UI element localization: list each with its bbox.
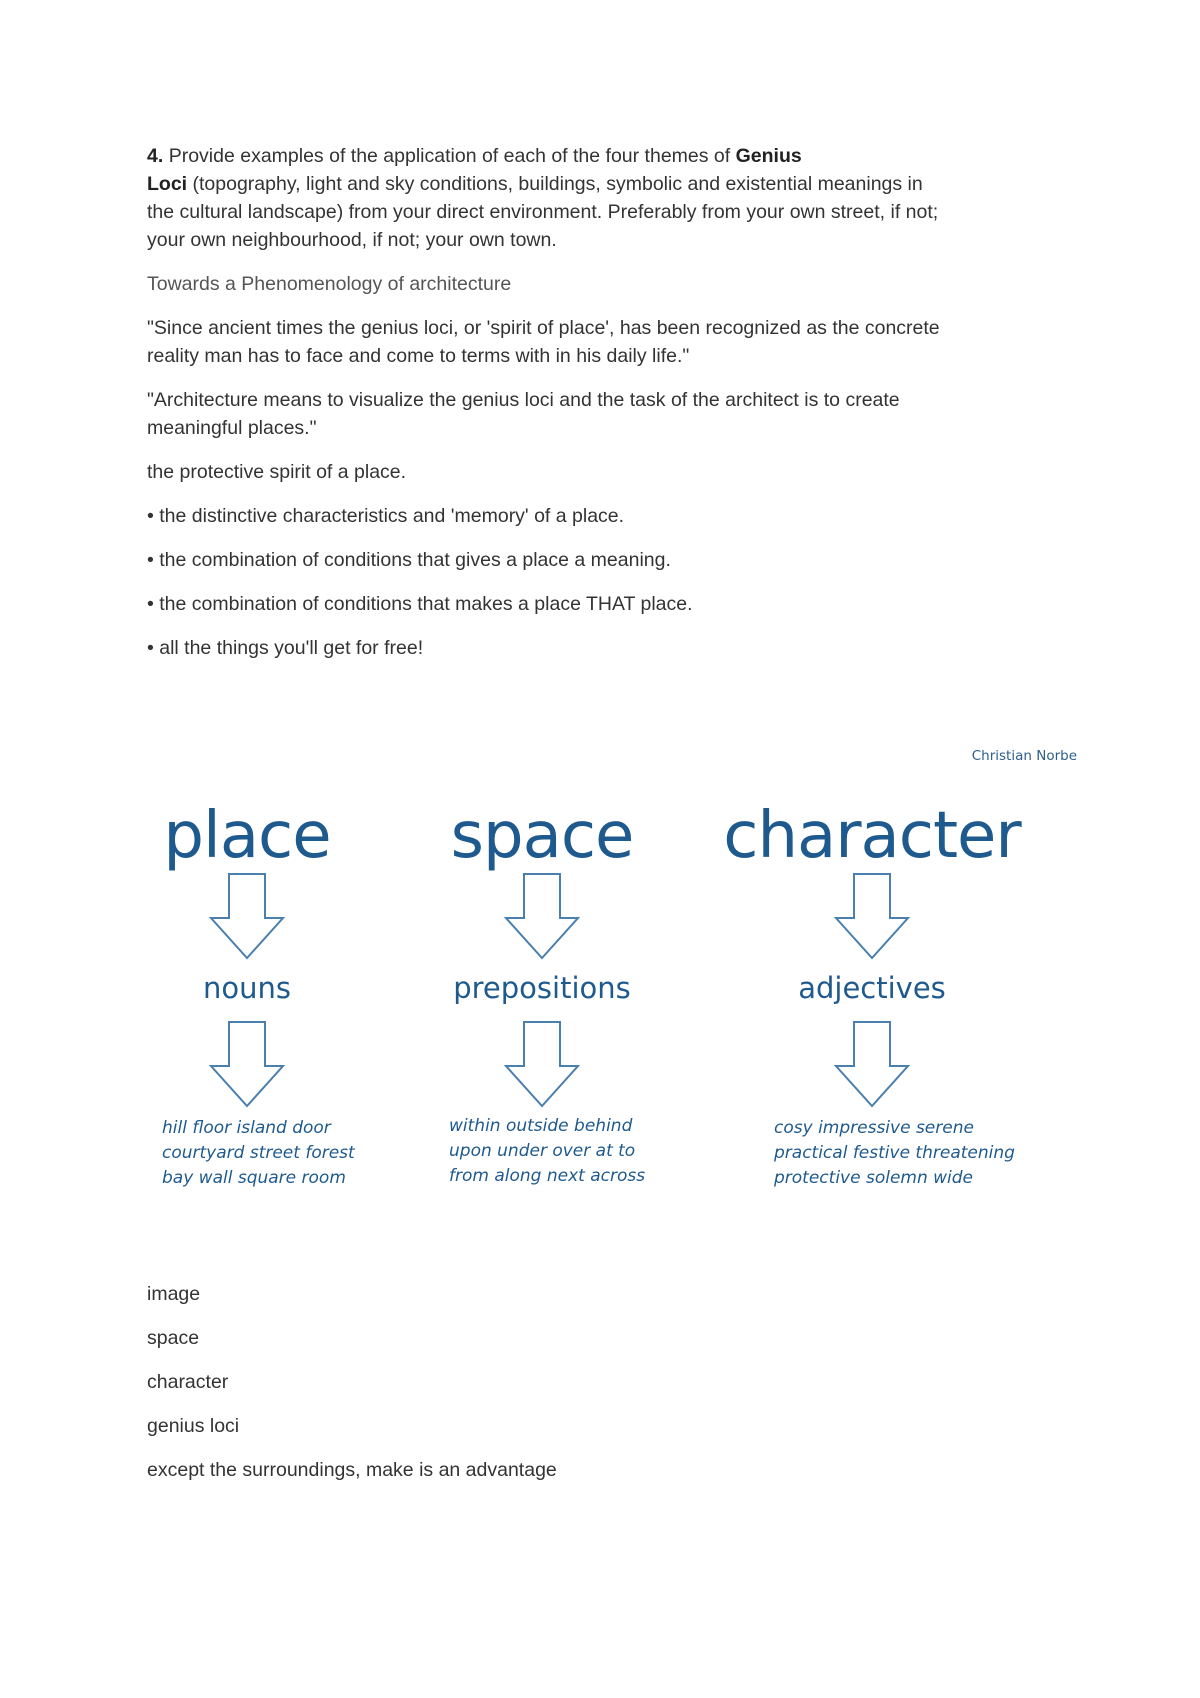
- word-line: upon under over at to: [449, 1141, 636, 1161]
- bullet-item: • the combination of conditions that gives a place a meaning.: [147, 549, 671, 571]
- lower-list: [147, 1280, 1067, 1500]
- document-body: [147, 142, 1067, 678]
- quote-2-line1: "Architecture means to visualize the genius loci and the task of the architect is to create: [147, 389, 900, 411]
- word-line: cosy impressive serene: [774, 1118, 974, 1138]
- bullet-item: • the combination of conditions that makes a place THAT place.: [147, 593, 693, 615]
- column-word-list: [437, 1114, 647, 1189]
- question-text-line2: (topography, light and sky conditions, buildings, symbolic and existential meanings in: [192, 173, 923, 195]
- word-line: bay wall square room: [162, 1168, 346, 1188]
- list-item: genius loci: [147, 1415, 240, 1437]
- word-line: hill floor island door: [162, 1118, 331, 1138]
- bullet-item: • the distinctive characteristics and 'memory' of a place.: [147, 505, 625, 527]
- quote-1: [147, 314, 1067, 370]
- genius-term: Genius: [735, 145, 802, 167]
- word-line: practical festive threatening: [774, 1143, 1015, 1163]
- column-subtitle: nouns: [203, 971, 291, 1005]
- question-number: 4.: [147, 145, 164, 167]
- word-line: courtyard street forest: [162, 1143, 355, 1163]
- genius-loci-figure: [147, 740, 1077, 1245]
- list-item: image: [147, 1283, 201, 1305]
- bullet-item: • all the things you'll get for free!: [147, 637, 424, 659]
- quote-1-line2: reality man has to face and come to terms with in his daily life.": [147, 345, 690, 367]
- column-word-list: [712, 1116, 1032, 1191]
- question-text-start: Provide examples of the application of each of the four themes of: [168, 145, 731, 167]
- column-title: place: [163, 799, 331, 873]
- question-text-line4: your own neighbourhood, if not; your own town.: [147, 229, 557, 251]
- quote-2-line2: meaningful places.": [147, 417, 317, 439]
- column-word-list: [147, 1116, 355, 1191]
- figure-column-space: [437, 800, 647, 1189]
- word-line: within outside behind: [449, 1116, 633, 1136]
- quote-2: [147, 386, 1067, 442]
- figure-column-character: [712, 800, 1032, 1191]
- down-arrow-icon: [502, 1020, 582, 1110]
- question-paragraph: [147, 142, 1067, 254]
- column-title: character: [723, 799, 1021, 873]
- list-item: except the surroundings, make is an advantage: [147, 1459, 557, 1481]
- list-item: space: [147, 1327, 200, 1349]
- down-arrow-icon: [832, 1020, 912, 1110]
- figure-column-place: [147, 799, 355, 1191]
- word-line: protective solemn wide: [774, 1168, 974, 1188]
- word-line: from along next across: [449, 1166, 646, 1186]
- down-arrow-icon: [207, 872, 287, 962]
- subheading: Towards a Phenomenology of architecture: [147, 273, 512, 295]
- quote-1-line1: "Since ancient times the genius loci, or 'spirit of place', has been recognized as the concrete: [147, 317, 940, 339]
- column-title: space: [450, 799, 634, 873]
- definition: the protective spirit of a place.: [147, 461, 407, 483]
- down-arrow-icon: [832, 872, 912, 962]
- list-item: character: [147, 1371, 229, 1393]
- column-subtitle: adjectives: [798, 971, 946, 1005]
- question-text-line3: the cultural landscape) from your direct environment. Preferably from your own street, if not;: [147, 201, 939, 223]
- loci-term: Loci: [147, 173, 188, 195]
- figure-credit: Christian Norbe: [971, 748, 1077, 764]
- column-subtitle: prepositions: [453, 971, 631, 1005]
- down-arrow-icon: [207, 1020, 287, 1110]
- down-arrow-icon: [502, 872, 582, 962]
